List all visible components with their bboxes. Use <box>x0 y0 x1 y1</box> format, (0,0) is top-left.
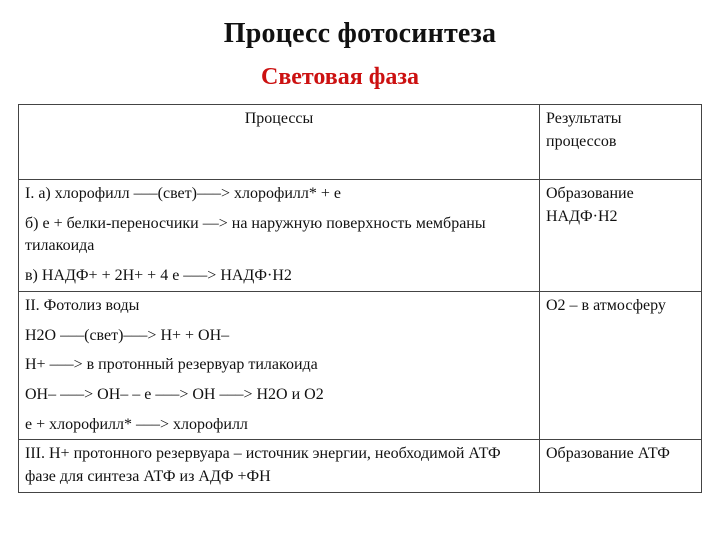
header-processes: Процессы <box>19 105 540 180</box>
process-line: Н+ –––> в протонный резервуар тилакоида <box>25 356 318 374</box>
process-line: II. Фотолиз воды <box>25 296 140 314</box>
process-line: в) НАДФ+ + 2Н+ + 4 е –––> НАДФ·Н2 <box>25 267 292 285</box>
process-line: Н2О –––(свет)–––> Н+ + ОН– <box>25 326 230 344</box>
process-line: е + хлорофилл* –––> хлорофилл <box>25 415 248 433</box>
process-line: ОН– –––> ОН– – е –––> ОН –––> Н2О и О2 <box>25 386 324 404</box>
process-cell <box>19 440 540 492</box>
header-results: Результаты процессов <box>540 105 702 180</box>
result-cell: Образование АТФ <box>540 440 702 492</box>
page-title: Процесс фотосинтеза <box>223 18 497 49</box>
table-header-row <box>19 105 702 180</box>
process-line: III. Н+ протонного резервуара – источник энергии, необходимой АТФ фазе для синтеза АТФ из АДФ +ФН <box>25 445 501 486</box>
process-cell <box>19 180 540 292</box>
processes-table <box>18 104 702 493</box>
table-row <box>19 440 702 492</box>
process-line: I. а) хлорофилл –––(свет)–––> хлорофилл* + е <box>25 185 341 202</box>
section-subtitle: Световая фаза <box>260 64 419 90</box>
result-cell: О2 – в атмосферу <box>540 291 702 440</box>
process-line: б) е + белки-переносчики —> на наружную поверхность мембраны тилакоида <box>25 214 486 255</box>
result-cell: Образование НАДФ·Н2 <box>540 180 702 292</box>
process-cell <box>19 291 540 440</box>
table-row <box>19 291 702 440</box>
table-row <box>19 180 702 292</box>
